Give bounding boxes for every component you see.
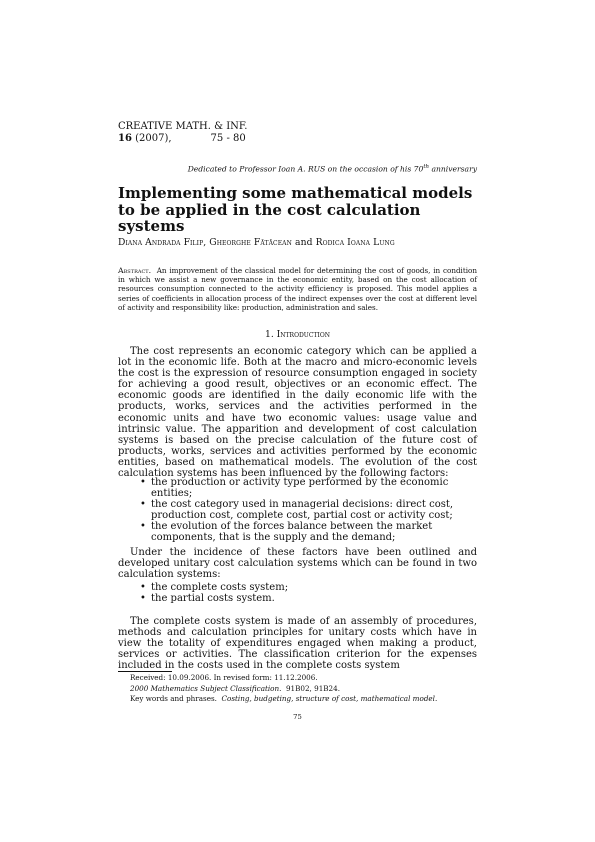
footnotes xyxy=(130,673,437,705)
bullet-icon: • xyxy=(140,582,146,593)
received-note: Received: 10.09.2006. In revised form: 11.12.2006. xyxy=(130,673,318,682)
journal-volume: 16 xyxy=(118,133,132,144)
journal-pages: 75 - 80 xyxy=(210,133,246,144)
abstract-text: An improvement of the classical model for determining the cost of goods, in condition in which we assist a new governance in the economic entity, based on the cost allocation of resources consumption connected to the activity efficiency is proposed. This model applies a series of coefficients in allocation process of the indirect expenses over the cost at different level of activity and responsibility like: production, administration and sales. xyxy=(118,266,477,312)
author-list: Diana Andrada Filip, Gheorghe Fătăcean and Rodica Ioana Lung xyxy=(118,237,395,248)
keywords-note: Key words and phrases. Costing, budgeting, structure of cost, mathematical model. xyxy=(130,694,438,704)
journal-issue xyxy=(118,133,247,145)
msc-note: 2000 Mathematics Subject Classification. 91B02, 91B24. xyxy=(130,683,340,693)
section-heading: 1. Introduction xyxy=(264,329,330,340)
abstract-label: Abstract. xyxy=(118,266,152,275)
paragraph-2: Under the incidence of these factors have been outlined and developed unitary cost calculation systems which can be found in two calculation systems: xyxy=(118,547,477,581)
dedication: Dedicated to Professor Ioan A. RUS on the occasion of his 70th anniversary xyxy=(187,164,477,174)
author-3: Rodica Ioana Lung xyxy=(315,237,395,248)
author-2: Gheorghe Fătăcean xyxy=(209,237,292,248)
author-1: Diana Andrada Filip xyxy=(118,237,204,248)
list-item: • the evolution of the forces balance between the market components, that is the supply and the demand; xyxy=(140,521,433,544)
list-item: • the partial costs system. xyxy=(140,593,275,605)
page-number: 75 xyxy=(293,713,302,721)
journal-name: CREATIVE MATH. & INF. xyxy=(118,121,248,132)
abstract xyxy=(118,266,477,312)
dedication-superscript: th xyxy=(423,164,430,170)
factor-list xyxy=(140,477,477,544)
paper-title: Implementing some mathematical models to be applied in the cost calculation systems xyxy=(118,184,473,235)
list-item: • the complete costs system; xyxy=(140,582,289,593)
bullet-icon: • xyxy=(140,593,146,605)
list-item: • the production or activity type performed by the economic entities; xyxy=(140,477,449,500)
paragraph-3: The complete costs system is made of an assembly of procedures, methods and calculation principles for unitary costs which have in view the totality of expenditures engaged when making a product, services or activities. The classification criterion for the expenses included in the costs used in the complete costs system xyxy=(118,616,477,672)
bullet-icon: • xyxy=(140,477,146,488)
bullet-icon: • xyxy=(140,521,146,533)
footnote-divider xyxy=(118,671,172,672)
systems-list xyxy=(140,582,477,604)
journal-header xyxy=(118,121,247,145)
journal-year: (2007), xyxy=(135,133,172,144)
bullet-icon: • xyxy=(140,499,146,511)
paragraph-1: The cost represents an economic category which can be applied a lot in the economic life. Both at the macro and micro-economic levels the cost is the expression of resource consumption engaged in society for achieving a good result, objectives or an economic effect. The economic goods are identified in the daily economic life with the products, works, services and the activities performed in the economic units and have two economic values: usage value and intrinsic value. The apparition and development of cost calculation systems is based on the precise calculation of the future cost of products, works, services and activities performed by the economic entities, based on mathematical models. The evolution of the cost calculation systems has been influenced by the following factors: xyxy=(118,346,477,480)
list-item: • the cost category used in managerial decisions: direct cost, production cost, complete cost, partial cost or activity cost; xyxy=(140,499,454,522)
